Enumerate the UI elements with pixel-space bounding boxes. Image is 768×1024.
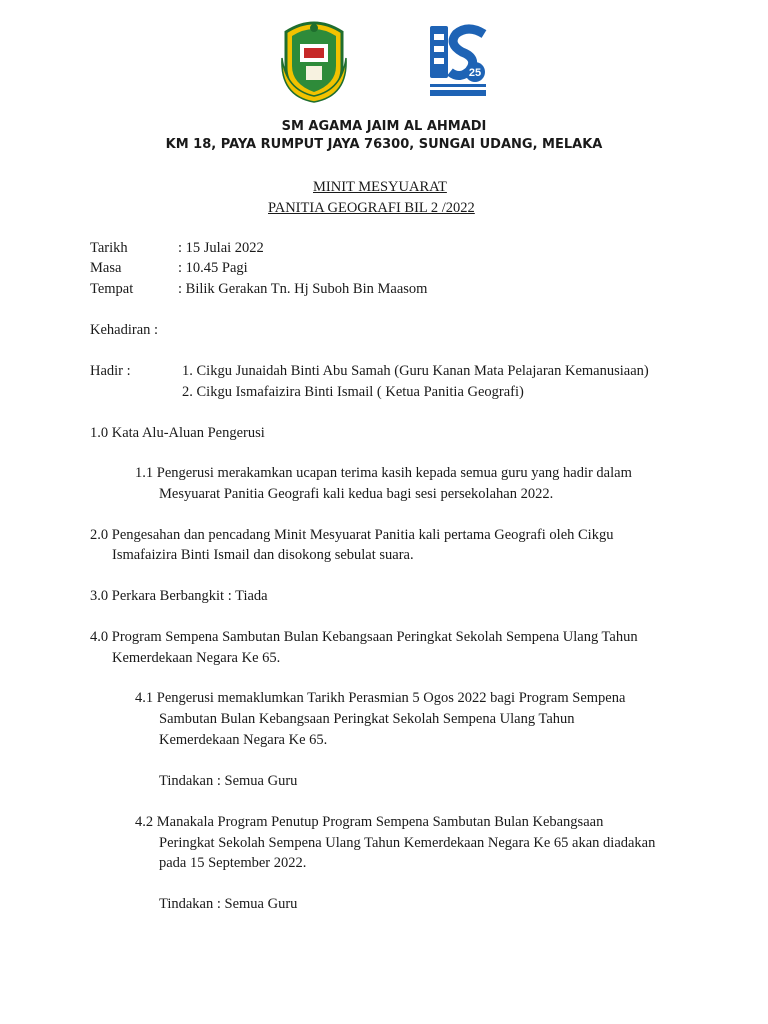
- section-4-2-text: 4.2 Manakala Program Penutup Program Sempena Sambutan Bulan Kebangsaan: [135, 814, 604, 830]
- date-label: Tarikh: [90, 240, 128, 256]
- school-name: SM AGAMA JAIM AL AHMADI: [281, 119, 487, 134]
- section-4-1-text-cont: Kemerdekaan Negara Ke 65.: [159, 732, 328, 748]
- attendee-item: 2. Cikgu Ismafaizira Binti Ismail ( Ketua Panitia Geografi): [182, 384, 524, 400]
- place-label: Tempat: [90, 281, 134, 297]
- document-subtitle: PANITIA GEOGRAFI BIL 2 /2022: [268, 200, 475, 216]
- school-address: KM 18, PAYA RUMPUT JAYA 76300, SUNGAI UDANG, MELAKA: [165, 137, 603, 152]
- present-label: Hadir :: [90, 363, 131, 379]
- section-4-1-action: Tindakan : Semua Guru: [159, 773, 298, 789]
- logo-row: [0, 14, 768, 100]
- document-title: MINIT MESYUARAT: [313, 179, 447, 195]
- anniversary-logo: [428, 24, 488, 100]
- attendee-item: 1. Cikgu Junaidah Binti Abu Samah (Guru Kanan Mata Pelajaran Kemanusiaan): [182, 363, 649, 379]
- section-1-1-text: 1.1 Pengerusi merakamkan ucapan terima kasih kepada semua guru yang hadir dalam: [135, 465, 632, 481]
- time-label: Masa: [90, 260, 122, 276]
- section-4-1-text-cont: Sambutan Bulan Kebangsaan Peringkat Sekolah Sempena Ulang Tahun: [159, 711, 575, 727]
- section-2-text: 2.0 Pengesahan dan pencadang Minit Mesyuarat Panitia kali pertama Geografi oleh Cikgu: [90, 527, 614, 543]
- anniversary-number: 25: [468, 67, 482, 79]
- school-crest-logo: [276, 18, 352, 104]
- date-value: : 15 Julai 2022: [178, 240, 264, 256]
- time-value: : 10.45 Pagi: [178, 260, 248, 276]
- section-4-title-cont: Kemerdekaan Negara Ke 65.: [112, 650, 281, 666]
- section-3-title: 3.0 Perkara Berbangkit : Tiada: [90, 588, 268, 604]
- section-2-text-cont: Ismafaizira Binti Ismail dan disokong sebulat suara.: [112, 547, 414, 563]
- section-4-2-text-cont: Peringkat Sekolah Sempena Ulang Tahun Kemerdekaan Negara Ke 65 akan diadakan: [159, 835, 656, 851]
- section-4-title: 4.0 Program Sempena Sambutan Bulan Kebangsaan Peringkat Sekolah Sempena Ulang Tahun: [90, 629, 638, 645]
- section-4-1-text: 4.1 Pengerusi memaklumkan Tarikh Perasmian 5 Ogos 2022 bagi Program Sempena: [135, 690, 626, 706]
- section-1-1-text-cont: Mesyuarat Panitia Geografi kali kedua bagi sesi persekolahan 2022.: [159, 486, 554, 502]
- place-value: : Bilik Gerakan Tn. Hj Suboh Bin Maasom: [178, 281, 428, 297]
- section-1-title: 1.0 Kata Alu-Aluan Pengerusi: [90, 425, 265, 441]
- attendance-heading: Kehadiran :: [90, 322, 159, 338]
- section-4-2-text-cont: pada 15 September 2022.: [159, 855, 307, 871]
- section-4-2-action: Tindakan : Semua Guru: [159, 896, 298, 912]
